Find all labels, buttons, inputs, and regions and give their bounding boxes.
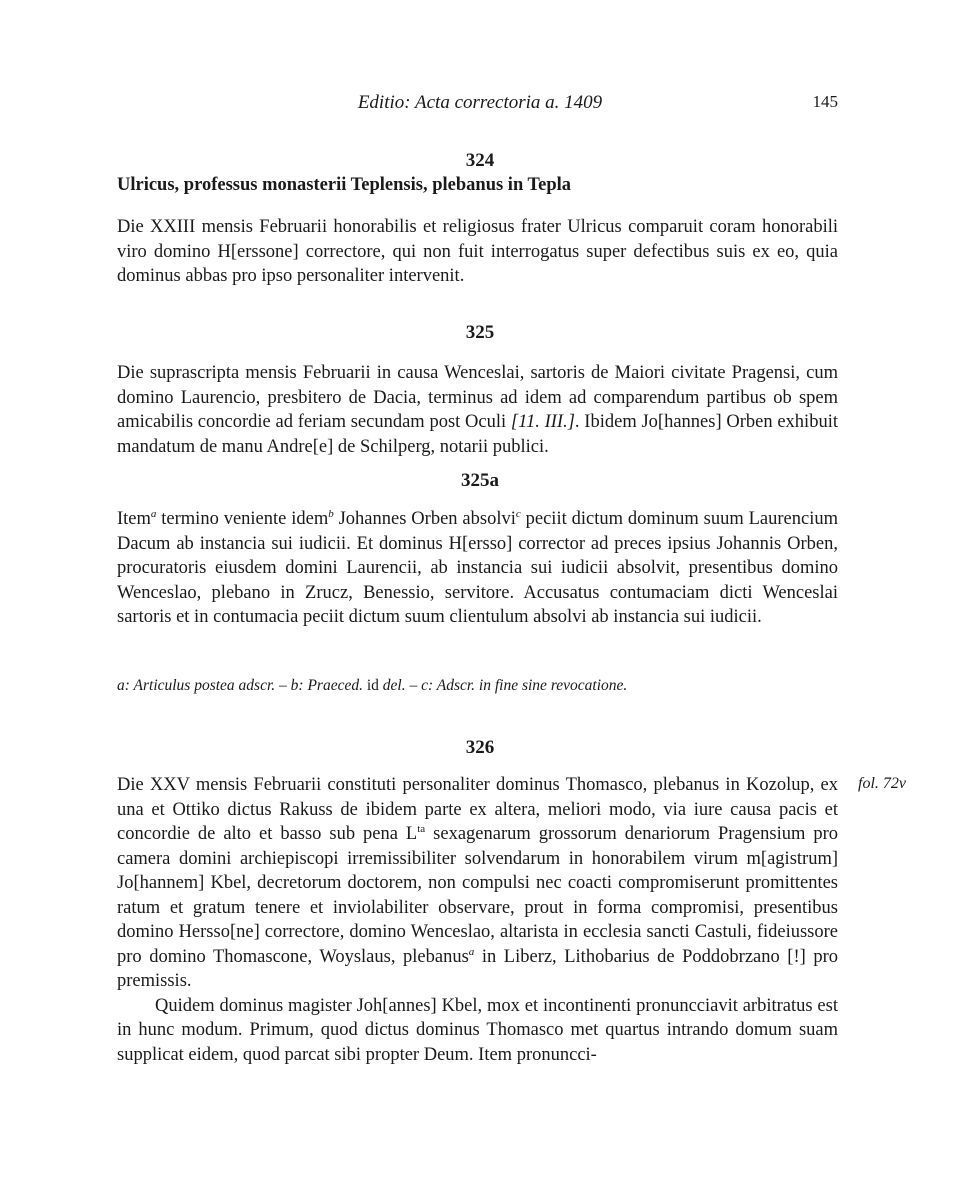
page-number: 145 xyxy=(812,92,838,111)
note-text: del. – c: Adscr. in fine sine revocatione. xyxy=(378,677,628,694)
note-marker: a xyxy=(150,507,157,520)
text-segment: . Ibidem Jo[hannes] Orben exhibuit mandatum de manu Andre[e] de Schilperg, notarii publici. xyxy=(117,412,838,457)
text-segment: in Liberz, Lithobarius de Poddobrzano [!] pro premissis. xyxy=(117,946,838,991)
paragraph xyxy=(117,773,838,994)
entry-text-325a xyxy=(117,507,838,630)
running-title: Editio: Acta correctoria a. 1409 xyxy=(357,92,603,113)
paragraph: Die XXIII mensis Februarii honorabilis et religiosus frater Ulricus comparuit coram honorabili viro domino H[erssone] correctore, qui non fuit interrogatus super defectibus suis ex eo, quia dominus abbas pro ipso personaliter intervenit. xyxy=(117,217,838,286)
entry-title-324: Ulricus, professus monasterii Teplensis, plebanus in Tepla xyxy=(117,175,572,195)
note-text: id xyxy=(366,677,379,694)
critical-apparatus xyxy=(117,677,838,695)
note-marker: c xyxy=(515,507,521,520)
entry-text-326 xyxy=(117,773,838,1067)
superscript: ta xyxy=(417,822,426,835)
note-text: a: Articulus postea adscr. – b: Praeced. xyxy=(117,677,367,694)
entry-text-324 xyxy=(117,215,838,289)
text-segment: termino veniente idem xyxy=(156,509,329,529)
entry-text-325 xyxy=(117,361,838,459)
paragraph xyxy=(117,507,838,630)
folio-margin-note: fol. 72v xyxy=(858,775,906,792)
entry-number-325a: 325a xyxy=(461,470,499,491)
paragraph xyxy=(117,361,838,459)
text-segment: peciit dictum dominum suum Laurencium Dacum ab instancia sui iudicii. Et dominus H[ersso] corrector ad preces ipsius Johannis Orben, procuratoris eiusdem domini Laurencii, ab instancia sui iudicii absolvit, presentibus domino Wenceslao, plebano in Zrucz, Benessio, servitore. Accusatus contumaciam dicti Wenceslai sartoris et in contumacia peciit dictum suum clientulum absolvi ab instancia sui iudicii. xyxy=(117,509,838,627)
entry-number-326: 326 xyxy=(465,737,495,758)
entry-number-324: 324 xyxy=(465,150,495,171)
note-marker: a xyxy=(468,945,475,958)
note-marker: b xyxy=(328,507,334,520)
text-segment: sexagenarum grossorum denariorum Pragensium pro camera domini archiepiscopi irremissibiliter solvendarum in honorabilem virum m[agistrum] Jo[hannem] Kbel, decretorum doctorem, non compulsi nec coacti compromiserunt promittentes ratum et gratum tenere et inviolabiliter observare, prout in forma compromisi, presentibus domino Hersso[ne] correctore, domino Wenceslao, altarista in ecclesia sancti Castuli, fideiussore pro domino Thomascone, Woyslaus, plebanus xyxy=(117,824,838,967)
date-note: [11. III.] xyxy=(510,412,575,432)
text-segment: Johannes Orben absolvi xyxy=(333,509,516,529)
text-segment: Die XXV mensis Februarii constituti personaliter dominus Thomasco, plebanus in Kozolup, ex una et Ottiko dictus Rakuss de ibidem parte ex altera, meliori modo, via iure causa pacis et concordie de alto et basso sub pena L xyxy=(117,775,838,844)
text-segment: Die suprascripta mensis Februarii in causa Wenceslai, sartoris de Maiori civitate Pragensi, cum domino Laurencio, presbitero de Dacia, terminus ad idem ad comparendum partibus ob spem amicabilis concordie ad feriam secundam post Oculi xyxy=(117,363,838,432)
page-header xyxy=(0,92,960,116)
text-segment: Item xyxy=(117,509,151,529)
entry-number-325: 325 xyxy=(465,322,495,343)
paragraph: Quidem dominus magister Joh[annes] Kbel, mox et incontinenti pronuncciavit arbitratus est in hunc modum. Primum, quod dictus dominus Thomasco met quartus intrando domum suam supplicat eidem, quod parcat sibi propter Deum. Item pronuncci- xyxy=(117,995,838,1065)
